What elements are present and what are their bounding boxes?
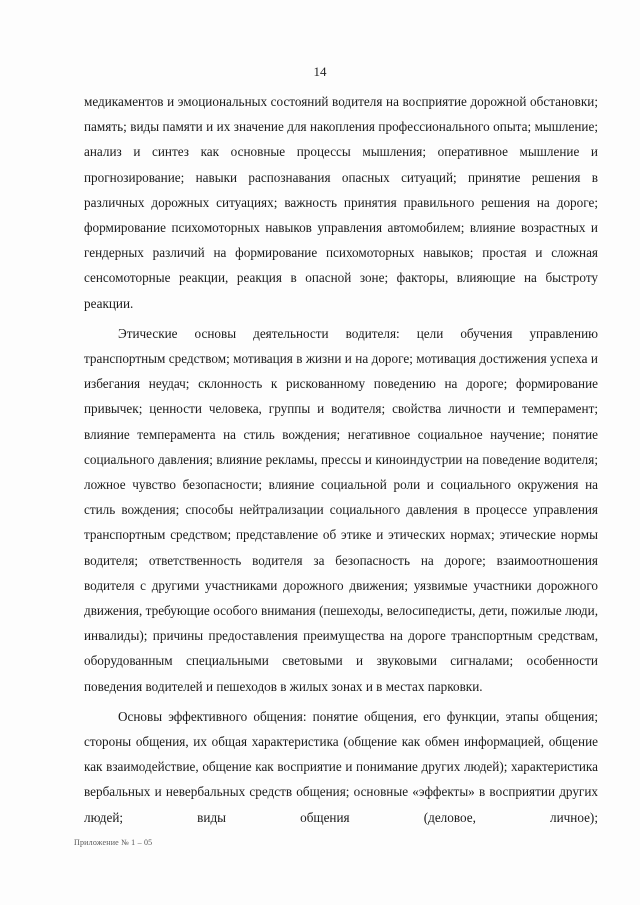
page-footer: Приложение № 1 – 05 <box>74 838 153 847</box>
paragraph-psychophysiology: медикаментов и эмоциональных состояний водителя на восприятие дорожной обстановки; память; виды памяти и их значение для накопления профессионального опыта; мышление; анализ и синтез как основные процессы мышления; оперативное мышление и прогнозирование; навыки распознавания опасных ситуаций; принятие решения в различных дорожных ситуациях; важность принятия правильного решения на дороге; формирование психомоторных навыков управления автомобилем; влияние возрастных и гендерных различий на формирование психомоторных навыков; простая и сложная сенсомоторные реакции, реакция в опасной зоне; факторы, влияющие на быстроту реакции. <box>84 94 598 311</box>
body-text <box>84 89 598 830</box>
paragraph-ethics: Этические основы деятельности водителя: цели обучения управлению транспортным средством; мотивация в жизни и на дороге; мотивация достижения успеха и избегания неудач; склонность к рискованному поведению на дороге; формирование привычек; ценности человека, группы и водителя; свойства личности и темперамент; влияние темперамента на стиль вождения; негативное социальное научение; понятие социального давления; влияние рекламы, прессы и киноиндустрии на поведение водителя; ложное чувство безопасности; влияние социальной роли и социального окружения на стиль вождения; способы нейтрализации социального давления в процессе управления транспортным средством; представление об этике и этических нормах; этические нормы водителя; ответственность водителя за безопасность на дороге; взаимоотношения водителя с другими участниками дорожного движения; уязвимые участники дорожного движения, требующие особого внимания (пешеходы, велосипедисты, дети, пожилые люди, инвалиды); причины предоставления преимущества на дороге транспортным средствам, оборудованным специальными световыми и звуковыми сигналами; особенности поведения водителей и пешеходов в жилых зонах и в местах парковки. <box>84 325 598 694</box>
paragraph-communication: Основы эффективного общения: понятие общения, его функции, этапы общения; стороны общения, их общая характеристика (общение как обмен информацией, общение как взаимодействие, общение как восприятие и понимание других людей); характеристика вербальных и невербальных средств общения; основные «эффекты» в восприятии других людей; виды общения (деловое, личное); <box>84 708 598 825</box>
page-number: 14 <box>313 64 327 79</box>
